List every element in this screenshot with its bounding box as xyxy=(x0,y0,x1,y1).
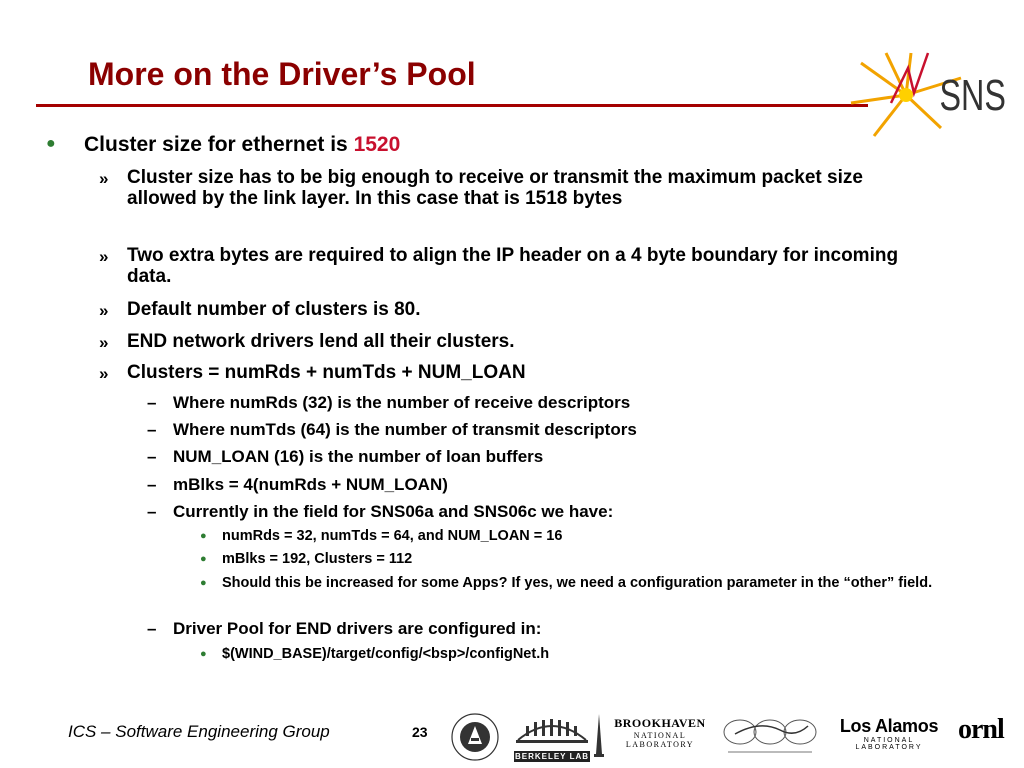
page-number: 23 xyxy=(412,724,428,740)
berkeley-lab-label: BERKELEY LAB xyxy=(514,752,590,761)
bullet-level1-text: Cluster size for ethernet is xyxy=(84,133,354,156)
bullet-dash-icon: – xyxy=(147,619,157,638)
los-alamos-subtitle: NATIONAL LABORATORY xyxy=(855,737,923,751)
bullet-level3: NUM_LOAN (16) is the number of loan buffers xyxy=(173,447,544,466)
bullet-dot-icon: ● xyxy=(46,135,56,152)
berkeley-building-icon xyxy=(514,710,590,746)
jefferson-lab-logo xyxy=(720,712,820,758)
bullet-level1 xyxy=(84,133,964,157)
brookhaven-title: BROOKHAVEN xyxy=(614,716,706,730)
bullet-arrow-icon: » xyxy=(99,247,109,266)
bullet-level4: mBlks = 192, Clusters = 112 xyxy=(222,551,413,567)
brookhaven-logo xyxy=(614,716,706,749)
bullet-arrow-icon: » xyxy=(99,333,109,352)
bullet-dash-icon: – xyxy=(147,393,157,412)
bullet-level2: Two extra bytes are required to align the IP header on a 4 byte boundary for incoming data. xyxy=(127,245,899,288)
bullet-level2: Cluster size has to be big enough to receive or transmit the maximum packet size allowed by the link layer. In this case that is 1518 bytes xyxy=(127,167,863,210)
bullet-level3: Currently in the field for SNS06a and SNS06c we have: xyxy=(173,502,614,521)
title-underline xyxy=(36,104,868,107)
bullet-arrow-icon: » xyxy=(99,301,109,320)
bullet-dash-icon: – xyxy=(147,447,157,466)
ornl-logo: ornl xyxy=(958,714,1004,745)
bullet-level2: END network drivers lend all their clusters. xyxy=(127,331,515,352)
argonne-logo xyxy=(446,712,504,762)
bullet-level4: $(WIND_BASE)/target/config/<bsp>/configNet.h xyxy=(222,646,550,662)
los-alamos-logo xyxy=(834,716,944,751)
bullet-small-dot-icon: ● xyxy=(200,553,207,565)
bullet-small-dot-icon: ● xyxy=(200,577,207,589)
bullet-level3: Where numTds (64) is the number of transmit descriptors xyxy=(173,420,637,439)
bullet-level3: mBlks = 4(numRds + NUM_LOAN) xyxy=(173,475,448,494)
bullet-level4: Should this be increased for some Apps? If yes, we need a configuration parameter in the “other” field. xyxy=(222,575,933,591)
bullet-small-dot-icon: ● xyxy=(200,530,207,542)
slide-title: More on the Driver’s Pool xyxy=(88,56,476,92)
bullet-dash-icon: – xyxy=(147,420,157,439)
sns-logo xyxy=(846,48,1006,143)
brookhaven-subtitle: NATIONAL LABORATORY xyxy=(625,731,695,749)
footer-group-name: ICS – Software Engineering Group xyxy=(68,722,330,741)
bullet-level3: Driver Pool for END drivers are configured in: xyxy=(173,619,542,638)
bullet-level4: numRds = 32, numTds = 64, and NUM_LOAN = 16 xyxy=(222,528,563,544)
cluster-size-value: 1520 xyxy=(353,133,401,156)
bullet-dash-icon: – xyxy=(147,475,157,494)
tower-icon xyxy=(592,714,606,758)
los-alamos-title: Los Alamos xyxy=(839,716,939,736)
bullet-level3: Where numRds (32) is the number of receive descriptors xyxy=(173,393,631,412)
bullet-arrow-icon: » xyxy=(99,364,109,383)
sns-logo-text: SNS xyxy=(939,71,1006,121)
berkeley-lab-logo xyxy=(514,710,590,760)
bullet-arrow-icon: » xyxy=(99,169,109,188)
bullet-level2: Clusters = numRds + numTds + NUM_LOAN xyxy=(127,362,526,383)
bullet-dash-icon: – xyxy=(147,502,157,521)
bullet-small-dot-icon: ● xyxy=(200,648,207,660)
bullet-level2: Default number of clusters is 80. xyxy=(127,299,421,320)
